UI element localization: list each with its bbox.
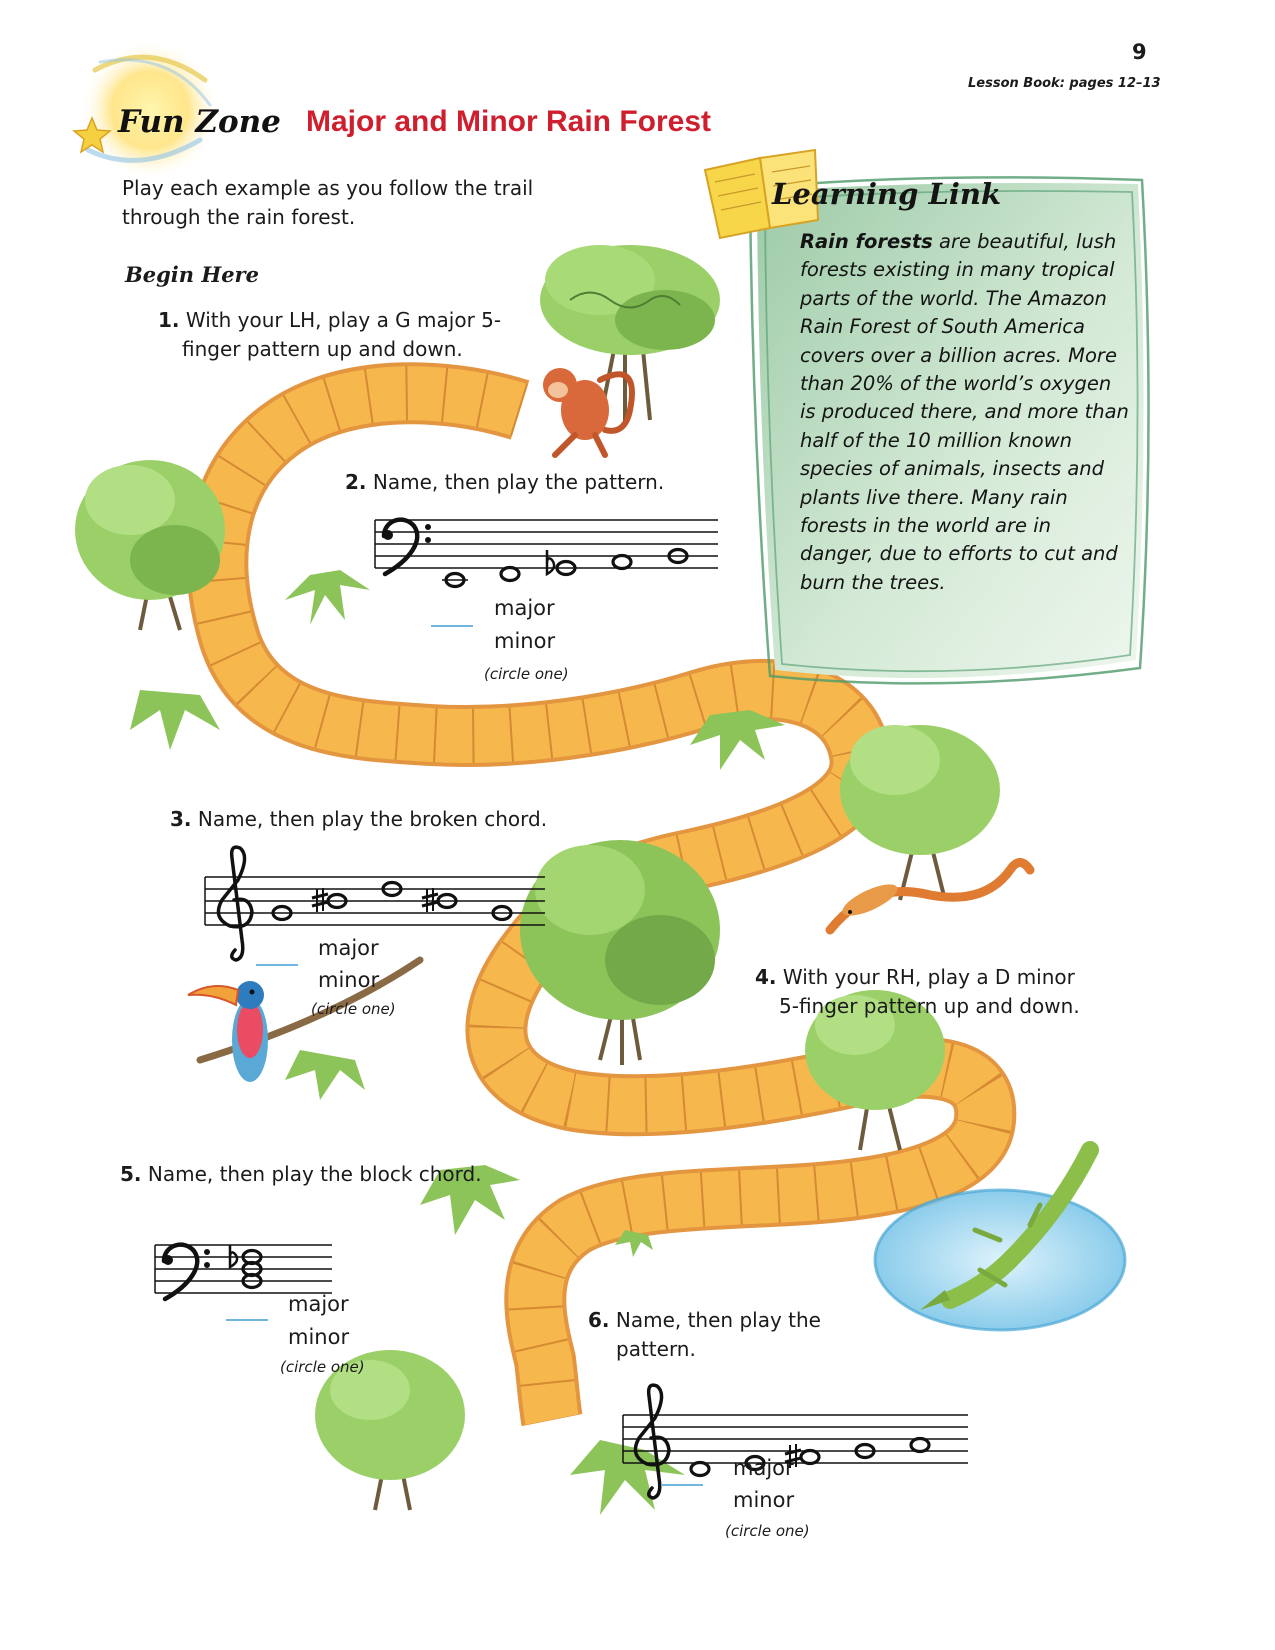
circle-one-note-3: (circle one) — [311, 1000, 396, 1018]
choice-major-5[interactable]: major — [288, 1292, 349, 1316]
learning-link-body — [800, 228, 1130, 597]
lizard-icon — [830, 863, 1030, 931]
flat-icon — [230, 1245, 237, 1267]
instructions: Play each example as you follow the trail through the rain forest. — [122, 176, 534, 229]
step-5-text: Name, then play the block chord. — [147, 1162, 482, 1186]
step-1-number: 1. — [158, 308, 180, 332]
step-3-number: 3. — [170, 807, 192, 831]
step-1 — [158, 306, 503, 364]
sharp-icon — [312, 888, 438, 912]
answer-blank-5[interactable] — [226, 1319, 268, 1321]
step-6 — [588, 1306, 828, 1364]
choice-major-2[interactable]: major — [494, 596, 555, 620]
note-a — [501, 568, 519, 581]
step-4 — [755, 963, 1100, 1021]
step-5 — [120, 1160, 520, 1189]
step-2-number: 2. — [345, 470, 367, 494]
tree-right-upper — [840, 725, 1000, 900]
step-4-text: With your RH, play a D minor 5-finger pattern up and down. — [779, 965, 1080, 1018]
bass-clef-icon — [383, 520, 431, 574]
tree-middle — [520, 840, 720, 1065]
note-c — [613, 556, 631, 569]
circle-one-note-2: (circle one) — [484, 665, 569, 683]
page-title: Major and Minor Rain Forest — [306, 105, 712, 138]
answer-blank-6[interactable] — [661, 1484, 703, 1486]
step-3-text: Name, then play the broken chord. — [197, 807, 548, 831]
circle-one-note-6: (circle one) — [725, 1522, 810, 1540]
choice-major-3[interactable]: major — [318, 936, 379, 960]
monkey-icon — [543, 368, 632, 455]
choice-minor-5[interactable]: minor — [288, 1325, 350, 1349]
step-3 — [170, 805, 590, 834]
choice-major-6[interactable]: major — [733, 1456, 794, 1480]
step-6-text: Name, then play the pattern. — [615, 1308, 821, 1361]
page-number: 9 — [1132, 40, 1147, 64]
treble-clef-icon — [218, 847, 252, 960]
learning-link-text: are beautiful, lush forests existing in many tropical parts of the world. The Amazon Rain Forest of South America covers over a billion acres. More than 20% of the world’s oxygen is produced there, and more than half of the 10 million known species of animals, insects and plants live there. Many rain forests in the world are in danger, due to efforts to cut and burn the trees. — [800, 230, 1129, 594]
step-1-text: With your LH, play a G major 5-finger pattern up and down. — [182, 308, 502, 361]
learning-link-heading: Learning Link — [772, 177, 1002, 211]
choice-minor-6[interactable]: minor — [733, 1488, 795, 1512]
circle-one-note-5: (circle one) — [280, 1358, 365, 1376]
section-label: Fun Zone — [118, 104, 281, 140]
answer-blank-3[interactable] — [256, 964, 298, 966]
staff-6-notes — [691, 1439, 929, 1476]
step-4-number: 4. — [755, 965, 777, 989]
choice-minor-2[interactable]: minor — [494, 629, 556, 653]
step-2 — [345, 468, 745, 497]
answer-blank-2[interactable] — [431, 625, 473, 627]
flat-icon — [547, 550, 554, 574]
begin-here-label: Begin Here — [125, 262, 259, 287]
step-2-text: Name, then play the pattern. — [372, 470, 665, 494]
step-5-number: 5. — [120, 1162, 142, 1186]
step-6-number: 6. — [588, 1308, 610, 1332]
bass-clef-icon — [163, 1245, 210, 1299]
choice-minor-3[interactable]: minor — [318, 968, 380, 992]
learning-link-lead: Rain forests — [800, 230, 933, 253]
lesson-book-reference: Lesson Book: pages 12–13 — [968, 76, 1161, 91]
